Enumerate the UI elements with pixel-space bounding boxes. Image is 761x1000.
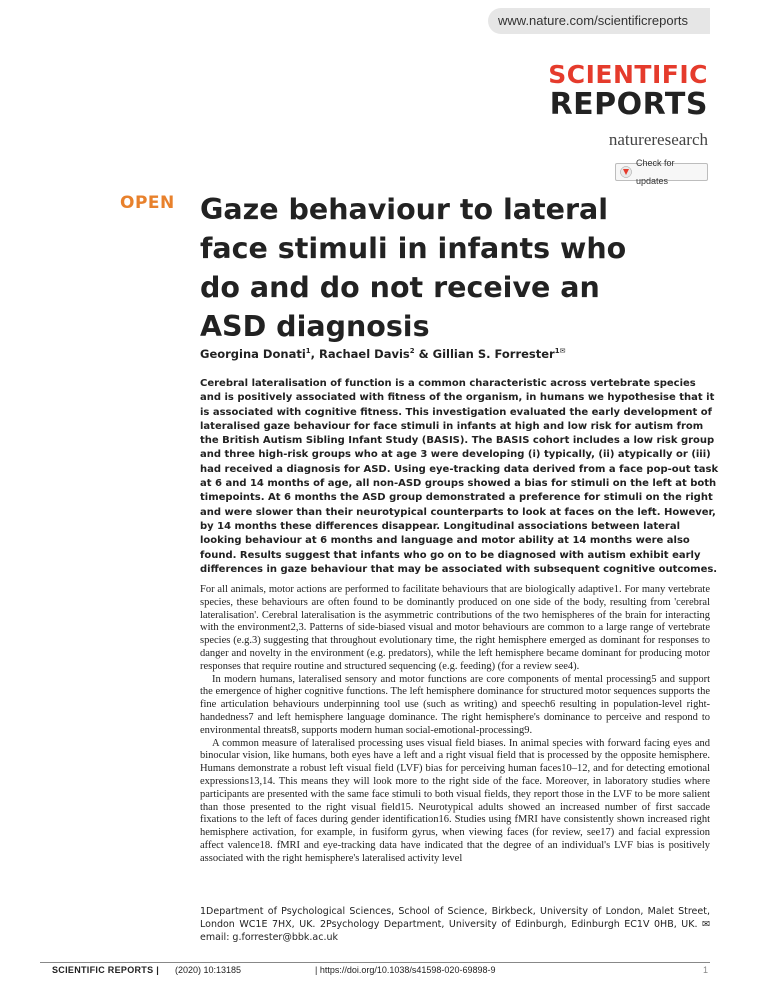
page-footer — [40, 965, 710, 979]
author-name[interactable]: Gillian S. Forrester — [432, 347, 555, 361]
author-affiliation: 1✉ — [554, 347, 566, 356]
article-body — [200, 584, 710, 866]
journal-url[interactable]: www.nature.com/scientificreports — [488, 8, 710, 34]
author-separator: & — [414, 347, 433, 361]
body-paragraph: For all animals, motor actions are performed to facilitate behaviours that are biologically adaptive1. For many vertebrate species, these behaviours are often found to be dominantly produced on one side of the body, resulting from 'cerebral lateralisation'. Cerebral lateralisation is the asymmetric contributions of the two hemispheres of the brain for interacting with the environment2,3. Patterns of side-biased visual and motor behaviours are common to a large range of vertebrate species (e.g.3) suggesting that throughout evolutionary time, the right hemisphere emerged as dominant for responses to danger and novelty in the environment (e.g. predators), while the left hemisphere became dominant for producing motor responses that require routine and structured sequencing (e.g. feeding) (for a review see4). — [200, 584, 710, 672]
author-name[interactable]: Rachael Davis — [319, 347, 410, 361]
author-affiliation: 2 — [409, 347, 415, 356]
article-title: Gaze behaviour to lateral face stimuli in infants who do and do not receive an ASD diagnosis — [200, 193, 627, 343]
body-paragraph: A common measure of lateralised processing uses visual field biases. In animal species with forward facing eyes and binocular vision, like humans, both eyes have a left and a right visual field that is processed by the opposite hemisphere. Humans demonstrate a robust left visual field (LVF) bias for perceiving human faces10–12, and for detecting emotional expressions13,14. This means they will look more to the right side of the face. Moreover, in laboratory studies where participants are presented with the same face stimuli to both visual fields, they report those in the LVF to be more salient than those presented to the right visual field15. Neurotypical adults showed an increased number of first saccade fixations to the left of faces during gender identification16. Studies using fMRI have consistently shown increased right hemisphere activation, for example, in fusiform gyrus, when viewing faces (for review, see17) and facial expression affect valence18. fMRI and eye-tracking data have indicated that the degree of an individual's LVF bias is positively associated with the right hemisphere's lateralised activity level — [200, 737, 710, 864]
check-for-updates-button[interactable] — [615, 158, 708, 186]
author-affiliation: 1 — [305, 347, 311, 356]
publisher-name: natureresearch — [608, 130, 708, 149]
affiliations: 1Department of Psychological Sciences, School of Science, Birkbeck, University of London, Malet Street, London WC1E 7HX, UK. 2Psychology Department, University of Edinburgh, Edinburgh EC1V 0HB, UK. ✉email: g.forrester@bbk.ac.uk — [200, 906, 710, 943]
page-number: 1 — [702, 965, 708, 975]
footer-citation: (2020) 10:13185 — [175, 965, 242, 975]
footer-divider — [40, 962, 710, 963]
footer-doi-link[interactable]: | https://doi.org/10.1038/s41598-020-69898-9 — [315, 965, 496, 975]
open-access-label: OPEN — [120, 193, 175, 213]
author-list — [200, 347, 700, 361]
logo-reports: REPORTS — [549, 87, 708, 122]
author-separator: , — [310, 347, 320, 361]
abstract: Cerebral lateralisation of function is a common characteristic across vertebrate species and is positively associated with fitness of the organism, in humans we hypothesise that it is associated with cognitive fitness. This investigation evaluated the early development of lateralised gaze behaviour for face stimuli in infants at high and low risk for autism from the British Autism Sibling Infant Study (BASIS). The BASIS cohort includes a low risk group and three high-risk groups who at age 3 were developing (i) typically, (ii) atypically or (iii) had received a diagnosis for ASD. Using eye-tracking data derived from a face pop-out task at 6 and 14 months of age, all non-ASD groups showed a bias for stimuli on the left at both timepoints. At 6 months the ASD group demonstrated a preference for stimuli on the right and were slower than their neurotypical counterparts to look at faces on the left. However, by 14 months these differences disappear. Longitudinal associations between lateral looking behaviour at 6 months and language and motor ability at 14 months were also found. Results suggest that infants who go on to be diagnosed with autism exhibit early differences in gaze behaviour that may be associated with subsequent cognitive outcomes. — [200, 378, 719, 575]
check-updates-icon — [620, 166, 632, 178]
body-paragraph: In modern humans, lateralised sensory and motor functions are core components of mental processing5 and support the emergence of higher cognitive functions. The left hemisphere dominance for structured motor sequences supports the fine articulation behaviours underpinning tool use (such as writing) and speech6 resulting in population-level right-handedness7 and left hemisphere language dominance. The right hemisphere's dominance to perceive and respond to environmental threats8, supports modern human social-emotional-processing9. — [200, 673, 710, 736]
author-name[interactable]: Georgina Donati — [200, 347, 306, 361]
logo-scientific: SCIENTIFIC — [548, 60, 708, 89]
check-updates-label: Check for updates — [636, 158, 675, 186]
footer-journal: SCIENTIFIC REPORTS | — [52, 965, 160, 975]
